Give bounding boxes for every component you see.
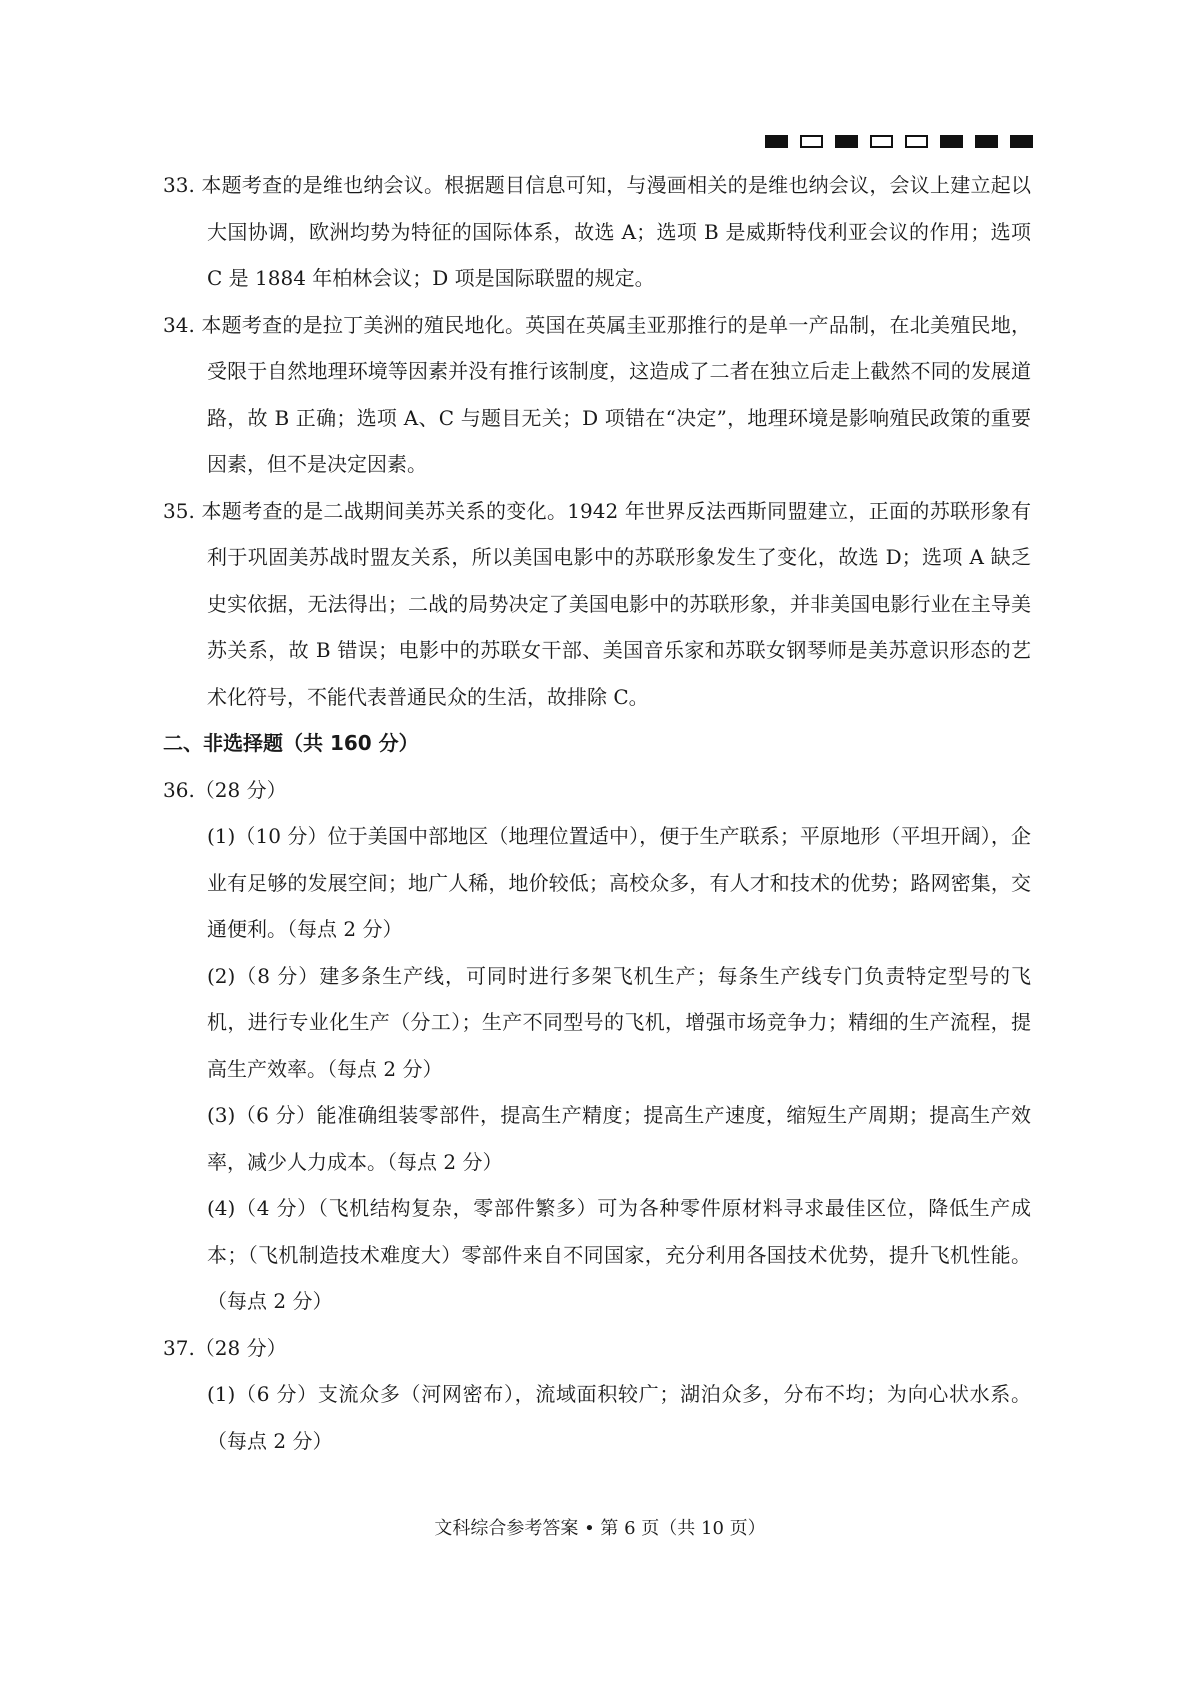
header-mark-filled [975,135,998,148]
header-mark-empty [800,135,823,148]
answer-37-part-1: (1)（6 分）支流众多（河网密布），流域面积较广；湖泊众多，分布不均；为向心状水系。（每点 2 分） [207,1382,1031,1453]
page-footer: 文科综合参考答案 • 第 6 页（共 10 页） [434,1518,766,1539]
answer-36-part-4: (4)（4 分）（飞机结构复杂，零部件繁多）可为各种零件原材料寻求最佳区位，降低生产成本；（飞机制造技术难度大）零部件来自不同国家，充分利用各国技术优势，提升飞机性能。（每点 2 分） [207,1196,1031,1313]
answer-33: 33. 本题考查的是维也纳会议。根据题目信息可知，与漫画相关的是维也纳会议，会议上建立起以大国协调，欧洲均势为特征的国际体系，故选 A；选项 B 是威斯特伐利亚会议的作用；选项 C 是 1884 年柏林会议；D 项是国际联盟的规定。 [163,173,1031,290]
answer-34: 34. 本题考查的是拉丁美洲的殖民地化。英国在英属圭亚那推行的是单一产品制，在北美殖民地，受限于自然地理环境等因素并没有推行该制度，这造成了二者在独立后走上截然不同的发展道路，故 B 正确；选项 A、C 与题目无关；D 项错在“决定”，地理环境是影响殖民政策的重要因素，但不是决定因素。 [163,312,1031,476]
header-marks [765,135,1033,148]
answer-35: 35. 本题考查的是二战期间美苏关系的变化。1942 年世界反法西斯同盟建立，正面的苏联形象有利于巩固美苏战时盟友关系，所以美国电影中的苏联形象发生了变化，故选 D；选项 A 缺乏史实依据，无法得出；二战的局势决定了美国电影中的苏联形象，并非美国电影行业在主导美苏关系，故 B 错误；电影中的苏联女干部、美国音乐家和苏联女钢琴师是美苏意识形态的艺术化符号，不能代表普通民众的生活，故排除 C。 [163,498,1031,709]
header-mark-filled [940,135,963,148]
section-title-non-choice: 二、非选择题（共 160 分） [163,731,419,755]
header-mark-filled [835,135,858,148]
answer-36-part-2: (2)（8 分）建多条生产线，可同时进行多架飞机生产；每条生产线专门负责特定型号的飞机，进行专业化生产（分工）；生产不同型号的飞机，增强市场竞争力；精细的生产流程，提高生产效率。（每点 2 分） [207,963,1031,1081]
answer-36-part-3: (3)（6 分）能准确组装零部件，提高生产精度；提高生产速度，缩短生产周期；提高生产效率，减少人力成本。（每点 2 分） [207,1103,1031,1174]
header-mark-empty [905,135,928,148]
answer-36-header: 36.（28 分） [163,777,287,802]
answer-37-header: 37.（28 分） [163,1335,287,1360]
header-mark-filled [1010,135,1033,148]
header-mark-filled [765,135,788,148]
answer-36-part-1: (1)（10 分）位于美国中部地区（地理位置适中），便于生产联系；平原地形（平坦开阔），企业有足够的发展空间；地广人稀，地价较低；高校众多，有人才和技术的优势；路网密集，交通便利。（每点 2 分） [207,824,1031,941]
answer-content [163,162,1031,1464]
header-mark-empty [870,135,893,148]
